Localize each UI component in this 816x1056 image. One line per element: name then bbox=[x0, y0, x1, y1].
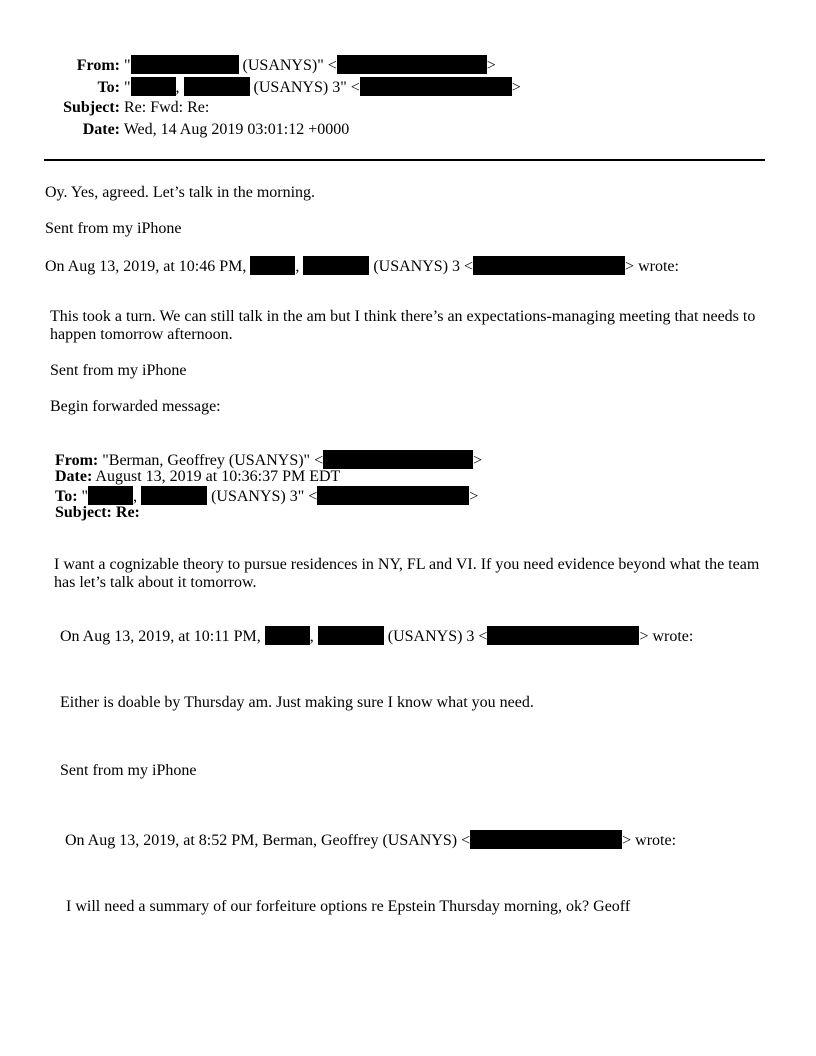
redaction-bar bbox=[473, 256, 625, 275]
quote2-comma: , bbox=[309, 628, 314, 645]
fwd-from-value: "Berman, Geoffrey (USANYS)" < bbox=[98, 452, 324, 469]
quote-attribution-3 bbox=[65, 830, 676, 850]
header-date-line bbox=[44, 121, 349, 139]
redaction-bar bbox=[265, 626, 310, 645]
fwd-to-org: (USANYS) 3" < bbox=[207, 488, 318, 505]
header-from-quote: " bbox=[124, 57, 131, 74]
redaction-bar bbox=[317, 486, 469, 505]
sent-from-iphone: Sent from my iPhone bbox=[50, 362, 187, 379]
quote3-suffix: > wrote: bbox=[622, 832, 677, 849]
header-from-close: > bbox=[486, 57, 496, 74]
header-divider bbox=[44, 159, 765, 161]
header-subject-label: Subject: bbox=[63, 99, 120, 116]
redaction-bar bbox=[250, 256, 295, 275]
header-to-line bbox=[44, 77, 521, 97]
begin-forwarded-label: Begin forwarded message: bbox=[50, 398, 221, 415]
redaction-bar bbox=[303, 256, 369, 275]
redaction-bar bbox=[360, 77, 512, 96]
redaction-bar bbox=[470, 830, 622, 849]
fwd-from-line bbox=[55, 450, 482, 470]
quote1-mid: (USANYS) 3 < bbox=[369, 258, 474, 275]
turn-paragraph: This took a turn. We can still talk in the am but I think there’s an expectations-managing meeting that needs to happen tomorrow afternoon. bbox=[50, 308, 756, 343]
fwd-date-line bbox=[55, 468, 340, 486]
summary-line: I will need a summary of our forfeiture options re Epstein Thursday morning, ok? Geoff bbox=[66, 898, 631, 915]
quote1-prefix: On Aug 13, 2019, at 10:46 PM, bbox=[45, 258, 251, 275]
header-to-close: > bbox=[511, 79, 521, 96]
quote-attribution-1 bbox=[45, 256, 679, 276]
quote2-suffix: > wrote: bbox=[639, 628, 694, 645]
theory-paragraph: I want a cognizable theory to pursue residences in NY, FL and VI. If you need evidence beyond what the team has let’s talk about it tomorrow. bbox=[54, 556, 760, 591]
fwd-date-value: August 13, 2019 at 10:36:37 PM EDT bbox=[92, 468, 341, 485]
fwd-to-close: > bbox=[469, 488, 479, 505]
quote2-prefix: On Aug 13, 2019, at 10:11 PM, bbox=[60, 628, 265, 645]
header-date-value: Wed, 14 Aug 2019 03:01:12 +0000 bbox=[123, 121, 350, 138]
header-to-quote: " bbox=[124, 79, 131, 96]
sent-from-iphone: Sent from my iPhone bbox=[60, 762, 197, 779]
redaction-bar bbox=[318, 626, 384, 645]
fwd-to-line bbox=[55, 486, 478, 506]
fwd-from-close: > bbox=[473, 452, 483, 469]
redaction-bar bbox=[131, 77, 176, 96]
sent-from-iphone: Sent from my iPhone bbox=[45, 220, 182, 237]
doable-line: Either is doable by Thursday am. Just making sure I know what you need. bbox=[60, 694, 534, 711]
fwd-subject-label: Subject: bbox=[55, 504, 112, 521]
reply-line: Oy. Yes, agreed. Let’s talk in the morning. bbox=[45, 184, 316, 201]
fwd-subject-value: Re: bbox=[111, 504, 140, 521]
redaction-bar bbox=[88, 486, 133, 505]
fwd-to-quote: " bbox=[77, 488, 89, 505]
quote2-mid: (USANYS) 3 < bbox=[383, 628, 488, 645]
fwd-from-label: From: bbox=[55, 452, 99, 469]
fwd-to-label: To: bbox=[55, 488, 78, 505]
redaction-bar bbox=[323, 450, 473, 469]
header-from-line bbox=[44, 55, 496, 75]
quote1-comma: , bbox=[295, 258, 300, 275]
redaction-bar bbox=[141, 486, 207, 505]
redaction-bar bbox=[184, 77, 250, 96]
header-subject-line bbox=[44, 99, 209, 117]
header-date-label: Date: bbox=[82, 121, 120, 138]
fwd-to-comma: , bbox=[133, 488, 138, 505]
fwd-date-label: Date: bbox=[55, 468, 93, 485]
quote-attribution-2 bbox=[60, 626, 693, 646]
header-to-label: To: bbox=[97, 79, 120, 96]
redaction-bar bbox=[487, 626, 639, 645]
quote3-prefix: On Aug 13, 2019, at 8:52 PM, Berman, Geoffrey (USANYS) < bbox=[65, 832, 471, 849]
quote1-suffix: > wrote: bbox=[625, 258, 679, 275]
header-subject-value: Re: Fwd: Re: bbox=[124, 99, 210, 116]
fwd-subject-line bbox=[55, 504, 140, 522]
header-from-org: (USANYS)" < bbox=[238, 57, 337, 74]
header-to-comma: , bbox=[175, 79, 180, 96]
redaction-bar bbox=[131, 55, 239, 74]
header-to-org: (USANYS) 3" < bbox=[249, 79, 360, 96]
redaction-bar bbox=[337, 55, 487, 74]
header-from-label: From: bbox=[76, 57, 120, 74]
